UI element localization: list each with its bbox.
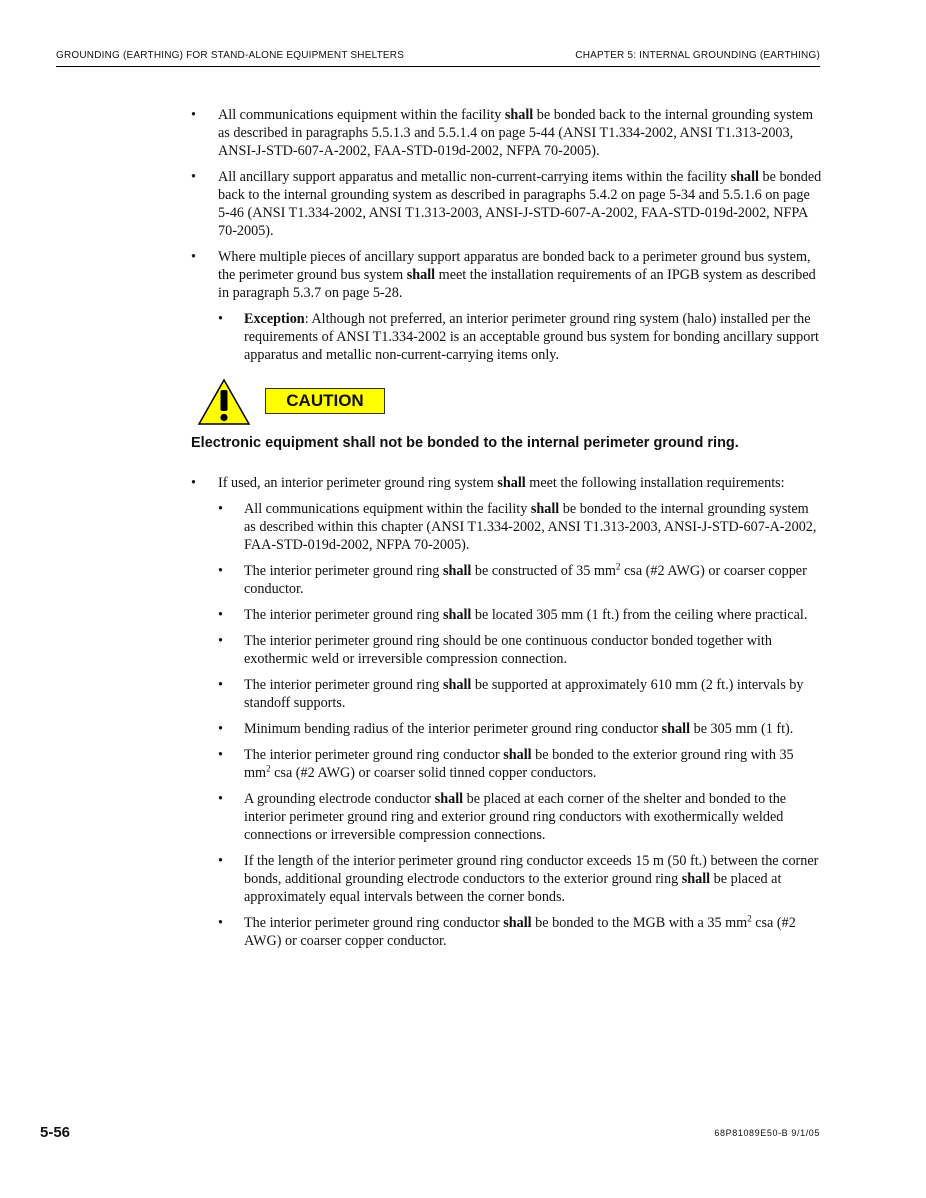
- page-content: [191, 106, 823, 958]
- list-item: • If used, an interior perimeter ground ring system shall meet the following installation requirements:: [191, 475, 785, 491]
- header-right-title: CHAPTER 5: INTERNAL GROUNDING (EARTHING): [575, 50, 820, 61]
- bullet: •: [218, 915, 223, 931]
- sub-list-item: • The interior perimeter ground ring shall be supported at approximately 610 mm (2 ft.) intervals by standoff supports.: [218, 677, 804, 711]
- sub-list-item: • The interior perimeter ground ring shall be constructed of 35 $mm^2$ csa (#2 AWG) or coarser copper conductor.: [218, 561, 807, 597]
- bullet: •: [218, 563, 223, 579]
- bullet: •: [218, 853, 223, 869]
- list-item: • Where multiple pieces of ancillary support apparatus are bonded back to a perimeter ground bus system, the perimeter ground bus system shall meet the installation requirements of an IPGB system as described in paragraph 5.3.7 on page 5-28.: [191, 249, 816, 301]
- caution-label: CAUTION: [265, 388, 385, 414]
- sub-list-item: • All communications equipment within the facility shall be bonded to the internal grounding system as described within this chapter (ANSI T1.334-2002, ANSI T1.313-2003, ANSI-J-STD-607-A-2002, FAA-STD-019d-2002, NFPA 70-2005).: [218, 501, 817, 553]
- bullet: •: [218, 633, 223, 649]
- bullet: •: [218, 791, 223, 807]
- bullet: •: [191, 107, 196, 123]
- list-item: • All ancillary support apparatus and metallic non-current-carrying items within the facility shall be bonded back to the internal grounding system as described in paragraphs 5.4.2 on page 5-34 and 5.5.1.6 on page 5-46 (ANSI T1.334-2002, ANSI T1.313-2003, ANSI-J-STD-607-A-2002, FAA-STD-019d-2002, NFPA 70-2005).: [191, 169, 822, 239]
- sub-list-item: • The interior perimeter ground ring conductor shall be bonded to the exterior ground ring with 35 $mm^2$ csa (#2 AWG) or coarser solid tinned copper conductors.: [218, 747, 794, 781]
- bullet: •: [191, 169, 196, 185]
- sub-list-item: • The interior perimeter ground ring shall be located 305 mm (1 ft.) from the ceiling where practical.: [218, 607, 808, 623]
- header-left-title: GROUNDING (EARTHING) FOR STAND-ALONE EQUIPMENT SHELTERS: [56, 50, 405, 61]
- bullet: •: [218, 677, 223, 693]
- document-id: 68P81089E50-B 9/1/05: [714, 1128, 820, 1138]
- bullet: •: [191, 475, 196, 491]
- sub-list-item: • Minimum bending radius of the interior perimeter ground ring conductor shall be 305 mm (1 ft).: [218, 721, 794, 737]
- bullet: •: [218, 501, 223, 517]
- running-header: [56, 48, 820, 67]
- caution-message: Electronic equipment shall not be bonded to the internal perimeter ground ring.: [191, 435, 739, 451]
- caution-block: [191, 378, 823, 430]
- sub-list-item: • If the length of the interior perimeter ground ring conductor exceeds 15 m (50 ft.) between the corner bonds, additional grounding electrode conductors to the exterior ground ring shall be placed at approximately equal intervals between the corner bonds.: [218, 853, 819, 905]
- bullet: •: [191, 249, 196, 265]
- sub-list-item: • A grounding electrode conductor shall be placed at each corner of the shelter and bonded to the interior perimeter ground ring and exterior ground ring conductors with exothermically welded connections or irreversible compression connections.: [218, 791, 787, 843]
- bullet: •: [218, 607, 223, 623]
- bullet: •: [218, 721, 223, 737]
- warning-triangle-icon: [197, 378, 251, 426]
- bullet: •: [218, 311, 223, 327]
- sub-list-item: • The interior perimeter ground ring conductor shall be bonded to the MGB with a 35 $mm^2$ csa (#2 AWG) or coarser copper conductor.: [218, 913, 796, 949]
- bullet: •: [218, 747, 223, 763]
- list-item: • All communications equipment within the facility shall be bonded back to the internal grounding system as described in paragraphs 5.5.1.3 and 5.5.1.4 on page 5-44 (ANSI T1.334-2002, ANSI T1.313-2003, ANSI-J-STD-607-A-2002, FAA-STD-019d-2002, NFPA 70-2005).: [191, 107, 813, 159]
- exception-item: • Exception: Although not preferred, an interior perimeter ground ring system (halo) installed per the requirements of ANSI T1.334-2002 is an acceptable ground bus system for bonding ancillary support apparatus and metallic non-current-carrying items only.: [218, 311, 820, 363]
- page-number: 5-56: [40, 1124, 71, 1141]
- sub-list-item: • The interior perimeter ground ring should be one continuous conductor bonded together with exothermic weld or irreversible compression connection.: [218, 633, 772, 667]
